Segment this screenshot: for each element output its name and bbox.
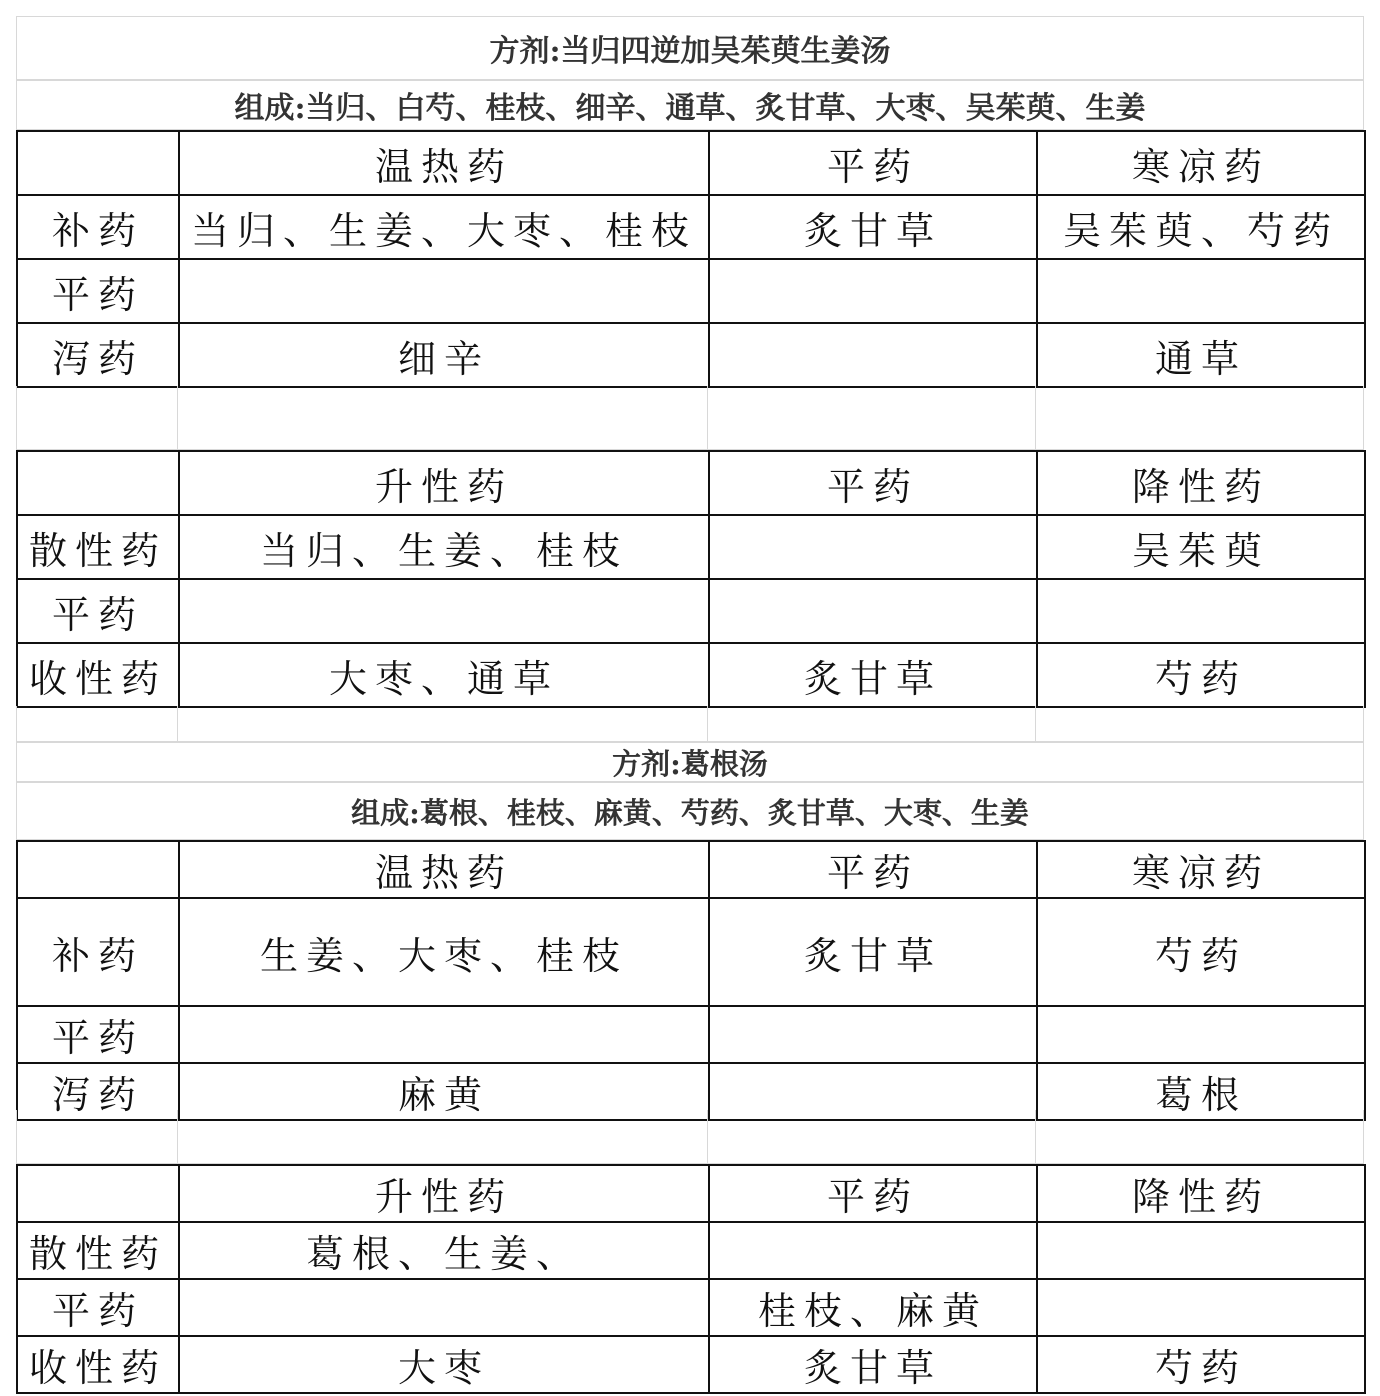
- cell: 当归、生姜、桂枝: [179, 515, 709, 579]
- formula2-temperature-table: [16, 840, 1366, 1121]
- cell: 葛根: [1037, 1063, 1365, 1120]
- cell: [709, 259, 1037, 323]
- cell: 芍药: [1037, 643, 1365, 707]
- row-label: 散性药: [17, 515, 179, 579]
- header-blank: [17, 131, 179, 195]
- cell: 大枣、通草: [179, 643, 709, 707]
- cell: 炙甘草: [709, 195, 1037, 259]
- cell: [179, 579, 709, 643]
- cell: 生姜、大枣、桂枝: [179, 898, 709, 1006]
- cell: 麻黄: [179, 1063, 709, 1120]
- header-neutral: 平药: [709, 451, 1037, 515]
- cell: [709, 579, 1037, 643]
- cell: [1037, 259, 1365, 323]
- row-label: 平药: [17, 1279, 179, 1336]
- row-label: 补药: [17, 195, 179, 259]
- formula1-direction-table: [16, 450, 1366, 708]
- cell: [709, 1006, 1037, 1063]
- cell: 桂枝、麻黄: [709, 1279, 1037, 1336]
- cell: 炙甘草: [709, 1336, 1037, 1393]
- header-blank: [17, 841, 179, 898]
- cell: [179, 1006, 709, 1063]
- header-neutral: 平药: [709, 1165, 1037, 1222]
- header-descending: 降性药: [1037, 451, 1365, 515]
- cell: [709, 515, 1037, 579]
- empty-row: [16, 706, 1364, 742]
- header-blank: [17, 1165, 179, 1222]
- cell: 吴茱萸: [1037, 515, 1365, 579]
- row-label: 收性药: [17, 643, 179, 707]
- header-blank: [17, 451, 179, 515]
- row-label: 补药: [17, 898, 179, 1006]
- formula1-title: 方剂:当归四逆加吴茱萸生姜汤: [16, 16, 1364, 80]
- formula2-direction-table: [16, 1164, 1366, 1394]
- cell: 炙甘草: [709, 898, 1037, 1006]
- cell: [709, 1222, 1037, 1279]
- cell: 葛根、生姜、: [179, 1222, 709, 1279]
- cell: 大枣: [179, 1336, 709, 1393]
- header-cold: 寒凉药: [1037, 841, 1365, 898]
- header-ascending: 升性药: [179, 1165, 709, 1222]
- row-label: 泻药: [17, 1063, 179, 1120]
- cell: [179, 1279, 709, 1336]
- formula2-composition: 组成:葛根、桂枝、麻黄、芍药、炙甘草、大枣、生姜: [16, 782, 1364, 840]
- row-label: 散性药: [17, 1222, 179, 1279]
- cell: [1037, 579, 1365, 643]
- cell: 当归、生姜、大枣、桂枝: [179, 195, 709, 259]
- formula1-composition: 组成:当归、白芍、桂枝、细辛、通草、炙甘草、大枣、吴茱萸、生姜: [16, 80, 1364, 130]
- header-ascending: 升性药: [179, 451, 709, 515]
- row-label: 收性药: [17, 1336, 179, 1393]
- formula1-temperature-table: [16, 130, 1366, 388]
- header-warm: 温热药: [179, 131, 709, 195]
- row-label: 平药: [17, 579, 179, 643]
- cell: [179, 259, 709, 323]
- header-warm: 温热药: [179, 841, 709, 898]
- header-neutral: 平药: [709, 131, 1037, 195]
- cell: 芍药: [1037, 898, 1365, 1006]
- row-label: 平药: [17, 1006, 179, 1063]
- cell: 芍药: [1037, 1336, 1365, 1393]
- cell: 细辛: [179, 323, 709, 387]
- cell: 炙甘草: [709, 643, 1037, 707]
- row-label: 泻药: [17, 323, 179, 387]
- cell: [1037, 1222, 1365, 1279]
- cell: 通草: [1037, 323, 1365, 387]
- row-label: 平药: [17, 259, 179, 323]
- cell: [1037, 1006, 1365, 1063]
- cell: 吴茱萸、芍药: [1037, 195, 1365, 259]
- cell: [1037, 1279, 1365, 1336]
- empty-row: [16, 386, 1364, 450]
- header-cold: 寒凉药: [1037, 131, 1365, 195]
- header-descending: 降性药: [1037, 1165, 1365, 1222]
- cell: [709, 323, 1037, 387]
- formula2-title: 方剂:葛根汤: [16, 742, 1364, 782]
- header-neutral: 平药: [709, 841, 1037, 898]
- empty-row: [16, 1110, 1364, 1164]
